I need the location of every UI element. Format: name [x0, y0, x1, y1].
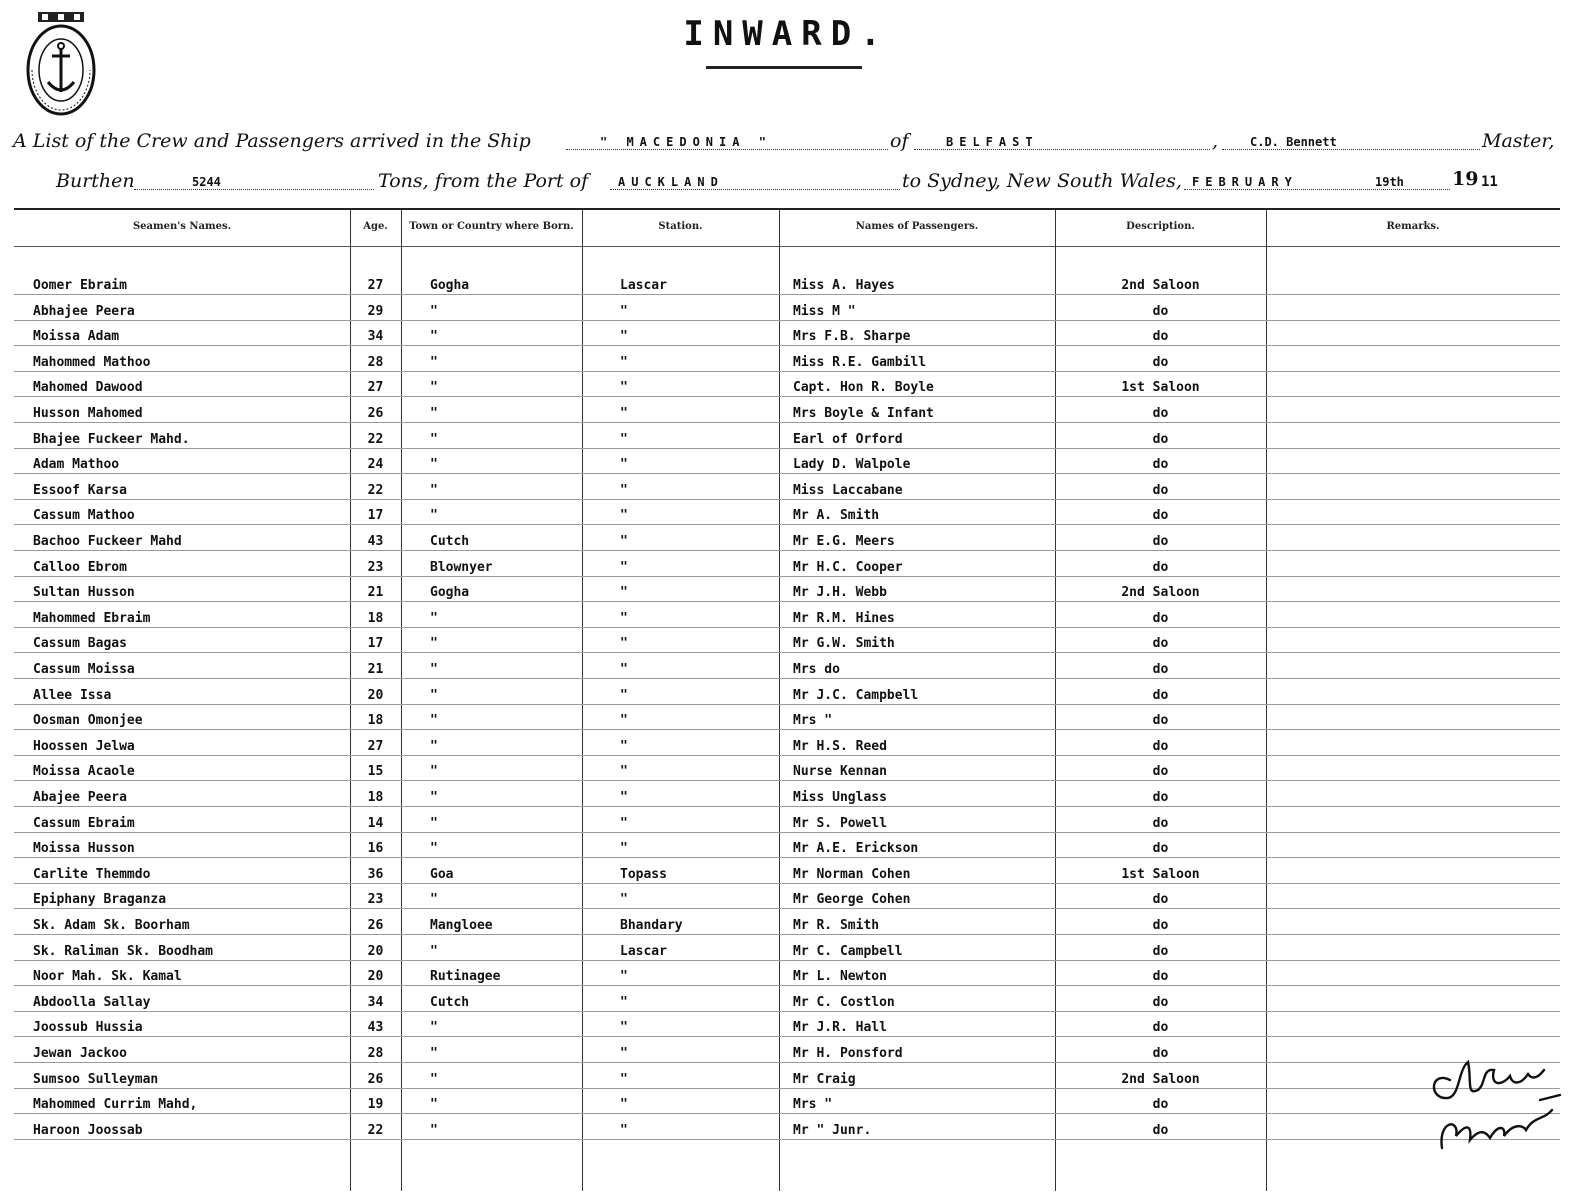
born-cell: " — [430, 380, 438, 395]
passenger-name: Mrs Boyle & Infant — [793, 406, 934, 421]
master-signature — [1420, 1040, 1570, 1170]
seaman-name: Abhajee Peera — [33, 304, 135, 319]
born-cell: " — [430, 1046, 438, 1061]
age-cell: 18 — [367, 713, 384, 728]
born-cell: " — [430, 739, 438, 754]
station-cell: " — [620, 483, 628, 498]
passenger-name: Mr H.C. Cooper — [793, 560, 903, 575]
of-label: of — [890, 130, 909, 152]
passenger-name: Mr S. Powell — [793, 816, 887, 831]
description-cell: do — [1152, 713, 1169, 728]
column-divider — [779, 209, 780, 1191]
age-cell: 22 — [367, 1123, 384, 1138]
passenger-name: Mr R.M. Hines — [793, 611, 895, 626]
passenger-name: Mr H. Ponsford — [793, 1046, 903, 1061]
station-cell: Bhandary — [620, 918, 683, 933]
passenger-name: Miss M " — [793, 304, 856, 319]
age-cell: 28 — [367, 355, 384, 370]
born-cell: " — [430, 483, 438, 498]
row-rule — [14, 1036, 1560, 1037]
description-cell: do — [1152, 406, 1169, 421]
age-cell: 14 — [367, 816, 384, 831]
seaman-name: Cassum Mathoo — [33, 508, 135, 523]
born-cell: " — [430, 329, 438, 344]
age-cell: 15 — [367, 764, 384, 779]
seaman-name: Bachoo Fuckeer Mahd — [33, 534, 182, 549]
row-rule — [14, 934, 1560, 935]
station-cell: " — [620, 380, 628, 395]
age-cell: 18 — [367, 790, 384, 805]
date-dotted-line — [1184, 189, 1450, 190]
description-cell: do — [1152, 560, 1169, 575]
station-cell: " — [620, 611, 628, 626]
passenger-name: Mr A.E. Erickson — [793, 841, 919, 856]
row-rule — [14, 396, 1560, 397]
description-cell: do — [1152, 892, 1169, 907]
row-rule — [14, 627, 1560, 628]
station-cell: " — [620, 355, 628, 370]
row-rule — [14, 678, 1560, 679]
age-cell: 27 — [367, 278, 384, 293]
station-cell: " — [620, 432, 628, 447]
port-dotted-line — [610, 189, 900, 190]
age-cell: 16 — [367, 841, 384, 856]
station-cell: " — [620, 969, 628, 984]
date-day: 19th — [1375, 175, 1404, 189]
port-of-registry: BELFAST — [946, 135, 1039, 149]
age-cell: 24 — [367, 457, 384, 472]
description-cell: do — [1152, 969, 1169, 984]
row-rule — [14, 448, 1560, 449]
seaman-name: Bhajee Fuckeer Mahd. — [33, 432, 190, 447]
born-cell: " — [430, 764, 438, 779]
description-cell: do — [1152, 432, 1169, 447]
seaman-name: Joossub Hussia — [33, 1020, 143, 1035]
age-cell: 43 — [367, 534, 384, 549]
passenger-name: Miss A. Hayes — [793, 278, 895, 293]
row-rule — [14, 499, 1560, 500]
passenger-name: Earl of Orford — [793, 432, 903, 447]
seaman-name: Sultan Husson — [33, 585, 135, 600]
age-cell: 43 — [367, 1020, 384, 1035]
age-cell: 18 — [367, 611, 384, 626]
description-cell: do — [1152, 1046, 1169, 1061]
station-cell: " — [620, 739, 628, 754]
station-cell: " — [620, 841, 628, 856]
seaman-name: Moissa Adam — [33, 329, 120, 344]
description-cell: do — [1152, 688, 1169, 703]
age-cell: 36 — [367, 867, 384, 882]
description-cell: do — [1152, 611, 1169, 626]
passenger-name: Mr George Cohen — [793, 892, 911, 907]
row-rule — [14, 550, 1560, 551]
passenger-name: Mrs do — [793, 662, 840, 677]
station-cell: " — [620, 508, 628, 523]
age-cell: 20 — [367, 969, 384, 984]
station-cell: " — [620, 406, 628, 421]
passenger-name: Mrs " — [793, 713, 833, 728]
seaman-name: Jewan Jackoo — [33, 1046, 127, 1061]
station-cell: " — [620, 1046, 628, 1061]
row-rule — [14, 985, 1560, 986]
born-cell: Cutch — [430, 534, 470, 549]
passenger-name: Miss R.E. Gambill — [793, 355, 927, 370]
age-cell: 23 — [367, 892, 384, 907]
station-cell: " — [620, 892, 628, 907]
row-rule — [14, 704, 1560, 705]
master-name: C.D. Bennett — [1250, 135, 1337, 149]
row-rule — [14, 524, 1560, 525]
description-cell: do — [1152, 739, 1169, 754]
description-cell: 1st Saloon — [1121, 867, 1200, 882]
born-cell: " — [430, 304, 438, 319]
row-rule — [14, 755, 1560, 756]
registry-dotted-line — [914, 149, 1210, 150]
age-cell: 28 — [367, 1046, 384, 1061]
age-cell: 17 — [367, 508, 384, 523]
header-bottom-rule — [14, 246, 1560, 247]
description-cell: do — [1152, 995, 1169, 1010]
description-cell: do — [1152, 457, 1169, 472]
seaman-name: Moissa Acaole — [33, 764, 135, 779]
description-cell: do — [1152, 918, 1169, 933]
master-label: Master, — [1482, 130, 1555, 152]
passenger-name: Mr C. Costlon — [793, 995, 895, 1010]
seaman-name: Noor Mah. Sk. Kamal — [33, 969, 182, 984]
col-description: Description. — [1126, 221, 1195, 232]
row-rule — [14, 832, 1560, 833]
station-cell: " — [620, 329, 628, 344]
seaman-name: Hoossen Jelwa — [33, 739, 135, 754]
born-cell: Cutch — [430, 995, 470, 1010]
station-cell: Topass — [620, 867, 667, 882]
born-cell: Mangloee — [430, 918, 493, 933]
seaman-name: Haroon Joossab — [33, 1123, 143, 1138]
age-cell: 17 — [367, 636, 384, 651]
description-cell: do — [1152, 636, 1169, 651]
passenger-name: Mr Norman Cohen — [793, 867, 911, 882]
seaman-name: Essoof Karsa — [33, 483, 127, 498]
row-rule — [14, 422, 1560, 423]
passenger-name: Mrs F.B. Sharpe — [793, 329, 911, 344]
description-cell: do — [1152, 1097, 1169, 1112]
master-dotted-line — [1222, 149, 1480, 150]
row-rule — [14, 908, 1560, 909]
seaman-name: Husson Mahomed — [33, 406, 143, 421]
col-seamen-names: Seamen's Names. — [132, 221, 232, 232]
seaman-name: Mahommed Mathoo — [33, 355, 151, 370]
born-cell: " — [430, 611, 438, 626]
age-cell: 22 — [367, 432, 384, 447]
description-cell: do — [1152, 329, 1169, 344]
burthen-dotted-line — [134, 189, 374, 190]
age-cell: 29 — [367, 304, 384, 319]
description-cell: do — [1152, 355, 1169, 370]
passenger-name: Miss Unglass — [793, 790, 887, 805]
station-cell: Lascar — [620, 944, 667, 959]
passenger-name: Mr L. Newton — [793, 969, 887, 984]
age-cell: 34 — [367, 329, 384, 344]
passenger-name: Mr J.R. Hall — [793, 1020, 887, 1035]
seaman-name: Mahommed Ebraim — [33, 611, 151, 626]
seaman-name: Oosman Omonjee — [33, 713, 143, 728]
born-cell: Gogha — [430, 585, 470, 600]
row-rule — [14, 1088, 1560, 1089]
row-rule — [14, 1139, 1560, 1140]
seaman-name: Sumsoo Sulleyman — [33, 1072, 159, 1087]
col-born: Town or Country where Born. — [409, 221, 574, 232]
station-cell: " — [620, 688, 628, 703]
born-cell: " — [430, 892, 438, 907]
description-cell: do — [1152, 944, 1169, 959]
age-cell: 21 — [367, 585, 384, 600]
description-cell: do — [1152, 841, 1169, 856]
ship-name: " MACEDONIA " — [600, 135, 772, 149]
seaman-name: Abdoolla Sallay — [33, 995, 151, 1010]
born-cell: " — [430, 432, 438, 447]
passenger-name: Mr Craig — [793, 1072, 856, 1087]
seaman-name: Oomer Ebraim — [33, 278, 127, 293]
table-top-rule — [14, 208, 1560, 210]
station-cell: " — [620, 1020, 628, 1035]
year-prefix: 19 — [1452, 168, 1479, 190]
seaman-name: Adam Mathoo — [33, 457, 120, 472]
seaman-name: Sk. Adam Sk. Boorham — [33, 918, 190, 933]
station-cell: " — [620, 995, 628, 1010]
year-suffix: 11 — [1481, 174, 1498, 190]
row-rule — [14, 960, 1560, 961]
age-cell: 19 — [367, 1097, 384, 1112]
born-cell: " — [430, 841, 438, 856]
station-cell: Lascar — [620, 278, 667, 293]
seaman-name: Cassum Ebraim — [33, 816, 135, 831]
column-divider — [1266, 209, 1267, 1191]
born-cell: " — [430, 662, 438, 677]
station-cell: " — [620, 1097, 628, 1112]
column-divider — [582, 209, 583, 1191]
header-comma: , — [1212, 130, 1219, 152]
row-rule — [14, 1062, 1560, 1063]
born-cell: " — [430, 636, 438, 651]
passenger-name: Mr A. Smith — [793, 508, 880, 523]
age-cell: 22 — [367, 483, 384, 498]
description-cell: do — [1152, 764, 1169, 779]
station-cell: " — [620, 816, 628, 831]
header-intro: A List of the Crew and Passengers arrived in the Ship — [13, 130, 531, 152]
burthen-tons: 5244 — [192, 175, 221, 189]
born-cell: " — [430, 1072, 438, 1087]
description-cell: do — [1152, 1123, 1169, 1138]
description-cell: do — [1152, 790, 1169, 805]
seaman-name: Cassum Moissa — [33, 662, 135, 677]
description-cell: do — [1152, 508, 1169, 523]
born-cell: " — [430, 1123, 438, 1138]
born-cell: Rutinagee — [430, 969, 501, 984]
passenger-name: Mr R. Smith — [793, 918, 880, 933]
station-cell: " — [620, 764, 628, 779]
row-rule — [14, 1011, 1560, 1012]
station-cell: " — [620, 304, 628, 319]
age-cell: 20 — [367, 688, 384, 703]
seaman-name: Moissa Husson — [33, 841, 135, 856]
col-age: Age. — [363, 221, 388, 232]
age-cell: 27 — [367, 380, 384, 395]
station-cell: " — [620, 1072, 628, 1087]
age-cell: 27 — [367, 739, 384, 754]
description-cell: 2nd Saloon — [1121, 585, 1200, 600]
description-cell: 1st Saloon — [1121, 380, 1200, 395]
tons-label: Tons, from the Port of — [378, 170, 589, 192]
station-cell: " — [620, 713, 628, 728]
row-rule — [14, 371, 1560, 372]
born-cell: " — [430, 508, 438, 523]
born-cell: Gogha — [430, 278, 470, 293]
seaman-name: Abajee Peera — [33, 790, 127, 805]
passenger-name: Mr J.H. Webb — [793, 585, 887, 600]
passenger-name: Lady D. Walpole — [793, 457, 911, 472]
row-rule — [14, 806, 1560, 807]
age-cell: 34 — [367, 995, 384, 1010]
seaman-name: Calloo Ebrom — [33, 560, 127, 575]
seaman-name: Mahomed Dawood — [33, 380, 143, 395]
row-rule — [14, 729, 1560, 730]
born-cell: " — [430, 713, 438, 728]
row-rule — [14, 1113, 1560, 1114]
age-cell: 26 — [367, 1072, 384, 1087]
row-rule — [14, 883, 1560, 884]
born-cell: " — [430, 944, 438, 959]
station-cell: " — [620, 662, 628, 677]
description-cell: 2nd Saloon — [1121, 1072, 1200, 1087]
born-cell: " — [430, 790, 438, 805]
col-station: Station. — [658, 221, 703, 232]
born-cell: " — [430, 688, 438, 703]
passenger-name: Mrs " — [793, 1097, 833, 1112]
age-cell: 26 — [367, 918, 384, 933]
station-cell: " — [620, 790, 628, 805]
born-cell: " — [430, 1097, 438, 1112]
age-cell: 23 — [367, 560, 384, 575]
station-cell: " — [620, 457, 628, 472]
row-rule — [14, 473, 1560, 474]
row-rule — [14, 576, 1560, 577]
seaman-name: Epiphany Braganza — [33, 892, 167, 907]
to-sydney-label: to Sydney, New South Wales, — [902, 170, 1182, 192]
description-cell: do — [1152, 483, 1169, 498]
station-cell: " — [620, 560, 628, 575]
passenger-name: Mr G.W. Smith — [793, 636, 895, 651]
station-cell: " — [620, 534, 628, 549]
seaman-name: Cassum Bagas — [33, 636, 127, 651]
age-cell: 21 — [367, 662, 384, 677]
description-cell: do — [1152, 662, 1169, 677]
from-port: AUCKLAND — [618, 175, 724, 189]
age-cell: 26 — [367, 406, 384, 421]
description-cell: 2nd Saloon — [1121, 278, 1200, 293]
born-cell: Goa — [430, 867, 454, 882]
born-cell: " — [430, 1020, 438, 1035]
passenger-name: Mr E.G. Meers — [793, 534, 895, 549]
row-rule — [14, 294, 1560, 295]
ship-dotted-line — [566, 149, 888, 150]
row-rule — [14, 601, 1560, 602]
seaman-name: Carlite Themmdo — [33, 867, 151, 882]
born-cell: Blownyer — [430, 560, 493, 575]
age-cell: 20 — [367, 944, 384, 959]
passenger-name: Mr C. Campbell — [793, 944, 903, 959]
born-cell: " — [430, 406, 438, 421]
description-cell: do — [1152, 534, 1169, 549]
description-cell: do — [1152, 304, 1169, 319]
col-remarks: Remarks. — [1386, 221, 1440, 232]
row-rule — [14, 345, 1560, 346]
description-cell: do — [1152, 816, 1169, 831]
row-rule — [14, 652, 1560, 653]
column-divider — [401, 209, 402, 1191]
date-month: FEBRUARY — [1192, 175, 1298, 189]
seaman-name: Allee Issa — [33, 688, 112, 703]
station-cell: " — [620, 1123, 628, 1138]
col-passengers: Names of Passengers. — [855, 221, 979, 232]
station-cell: " — [620, 636, 628, 651]
station-cell: " — [620, 585, 628, 600]
row-rule — [14, 780, 1560, 781]
passenger-name: Nurse Kennan — [793, 764, 887, 779]
born-cell: " — [430, 816, 438, 831]
row-rule — [14, 320, 1560, 321]
seaman-name: Sk. Raliman Sk. Boodham — [33, 944, 214, 959]
passenger-name: Capt. Hon R. Boyle — [793, 380, 934, 395]
row-rule — [14, 857, 1560, 858]
born-cell: " — [430, 355, 438, 370]
description-cell: do — [1152, 1020, 1169, 1035]
passenger-name: Mr " Junr. — [793, 1123, 872, 1138]
passenger-name: Mr H.S. Reed — [793, 739, 887, 754]
born-cell: " — [430, 457, 438, 472]
page-title: INWARD. — [683, 14, 890, 54]
passenger-name: Miss Laccabane — [793, 483, 903, 498]
passenger-name: Mr J.C. Campbell — [793, 688, 919, 703]
burthen-label: Burthen — [56, 170, 135, 192]
seaman-name: Mahommed Currim Mahd, — [33, 1097, 198, 1112]
title-underline — [706, 66, 862, 69]
